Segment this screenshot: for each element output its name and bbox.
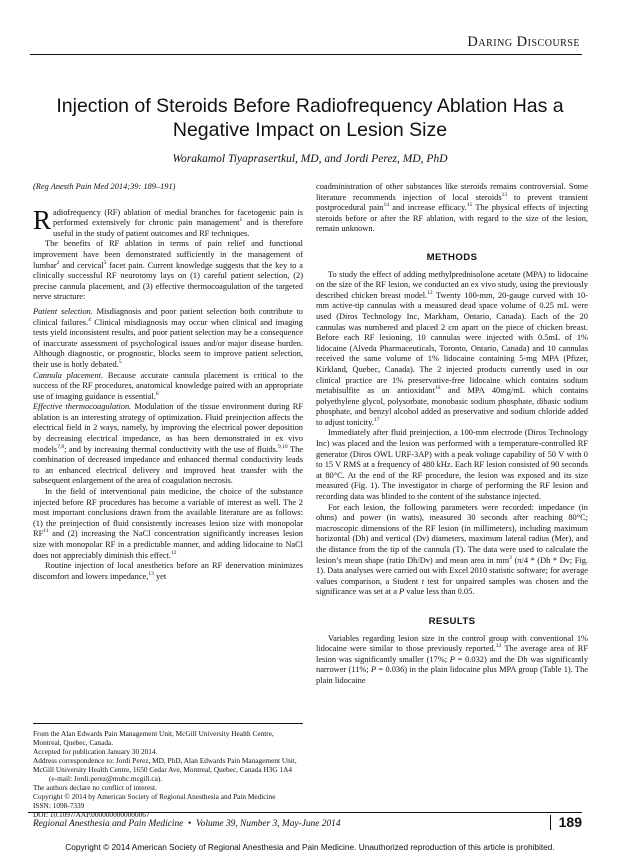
run-in-heading: Effective thermocoagulation. [33, 402, 132, 412]
citation-ref: 17 [373, 417, 380, 424]
italic-symbol: t [421, 576, 425, 586]
citation-ref: 6 [155, 390, 159, 397]
text-run: and cervical [59, 260, 104, 270]
section-label: Daring Discourse [467, 34, 580, 50]
citation-ref: 7,8 [57, 443, 65, 450]
footnote-accepted: Accepted for publication January 30 2014. [33, 747, 158, 756]
text-run: The physical effects of injecting steroids before or after the RF ablation, with regard to the size of the lesion, remain unknown. [316, 203, 588, 234]
right-column [316, 182, 588, 687]
superscript: 2 [509, 554, 512, 561]
journal-footer [33, 819, 341, 829]
italic-symbol: P [371, 665, 377, 675]
continued-paragraph [316, 182, 588, 235]
italic-symbol: P [449, 654, 455, 664]
citation-ref: 12 [427, 289, 433, 296]
text-run: coadministration of other substances like steroids remains controversial. Some literature recommends injection of local steroids [316, 182, 588, 202]
header-rule [30, 54, 582, 55]
text-run: The benefits of RF ablation in terms of pain relief and functional improvement have been demonstrated sufficiently in the management of lumbar [33, 239, 303, 270]
text-run: For each lesion, the following parameters were recorded: impedance (in ohms) and power (in watts), measured 30 seconds after reaching 80°C; macroscopic dimensions of the RF lesion (in millimeters), including maximum horizontal (Dh) and vertical (Dv) diameters, maximum lateral radius (Mer), and the distance from the tip of the cannula (T). The data were used to calculate the lesion’s mean shape (ratio Dh/Dv) and mean area in mm [316, 502, 588, 565]
text-run: The average area of RF lesion was significantly smaller (17%; [316, 644, 588, 664]
citation-ref: 15 [466, 202, 473, 209]
methods-paragraph-3 [316, 503, 588, 598]
footnote-doi: DOI: 10.1097/AAP.0000000000000067 [33, 810, 150, 819]
citation-ref: 12 [495, 643, 502, 650]
author-list: Worakamol Tiyaprasertkul, MD, and Jordi Perez, MD, PhD [172, 153, 448, 165]
citation-ref: 13 [148, 570, 154, 577]
citation-ref: 11 [43, 528, 49, 535]
footnote-copyright: Copyright © 2014 by American Society of Regional Anesthesia and Pain Medicine [33, 792, 276, 801]
patient-selection-paragraph [33, 307, 303, 371]
footnote-address: Address correspondence to: Jordi Perez, MD, PhD, Alan Edwards Pain Management Unit, McGill University Health Centre, 1650 Cedar Ave, Montreal, Quebec, Canada H3G 1A4 [33, 756, 297, 774]
text-run: To study the effect of adding methylprednisolone acetate (MPA) to lidocaine on the size of the RF lesion, we conducted an ex vivo study, using the previously described chicken breast model. [316, 269, 588, 300]
text-run: = 0.036) in the plain lidocaine plus MPA group (Table 1). The plain lidocaine [316, 665, 588, 685]
methods-paragraph-2: Immediately after fluid preinjection, a 100-mm electrode (Diros Technology Inc) was placed and the lesion was performed with a temperature-controlled RF generator (Diros OWL URF-3AP) with a peak voltage capability of 50 V with 0 to 15 V RMS at a frequency of 480 kHz. Each RF lesion consisted of 90 seconds at 80°C. At the end of the RF procedure, the lesion was exposed and its size measured (Fig. 1). The investigator in charge of performing the RF lesion and recording data was blinded to the content of the substance injected. [316, 428, 588, 502]
citation-ref: 16 [434, 385, 441, 392]
interventional-paragraph [33, 487, 303, 561]
citation-ref: 1 [239, 217, 243, 224]
journal-name: Regional Anesthesia and Pain Medicine [33, 819, 184, 829]
title-line-2: Negative Impact on Lesion Size [172, 119, 448, 141]
volume-info: Volume 39, Number 3, May-June 2014 [196, 819, 341, 829]
article-title [40, 94, 580, 142]
footnote-issn: ISSN: 1098-7339 [33, 801, 85, 810]
citation-ref: 3 [103, 259, 107, 266]
footnote-email: (e-mail: Jordi.perez@muhc.mcgill.ca). [49, 774, 163, 783]
text-run: (π/4 * (Dh * Dv; Fig. 1). Data analyses were carried out with Excel 2010 statistic software; for average values comparison, a Student [316, 555, 588, 586]
title-line-1: Injection of Steroids Before Radiofrequency Ablation Has a [56, 95, 564, 117]
text-run: Misdiagnosis and poor patient selection both contribute to clinical failures. [33, 306, 303, 327]
intro-paragraph [33, 204, 303, 240]
citation-ref: 14 [383, 202, 389, 209]
results-paragraph-1 [316, 634, 588, 687]
text-run: to prevent transient postprocedural pain [316, 192, 588, 213]
methods-paragraph-1 [316, 270, 588, 429]
citation-ref: 9,10 [278, 443, 288, 450]
results-heading: RESULTS [428, 615, 476, 627]
text-run: Variables regarding lesion size in the control group with conventional 1% lidocaine were similar to those previously reported. [316, 633, 588, 654]
page-number: 189 [550, 815, 582, 830]
journal-citation: (Reg Anesth Pain Med 2014;39: 189–191) [33, 182, 176, 191]
text-run: Routine injection of local anesthetics before an RF denervation minimizes discomfort and lowers impedance, [33, 561, 303, 581]
text-run: and increase efficacy. [389, 203, 467, 213]
text-run: facet pain. Current knowledge suggests that the key to a clinically successful RF neurotomy lays on (1) careful patient selection, (2) precise cannula placement, and (3) effective thermocoagulation of the targeted nerve structure: [33, 260, 303, 302]
italic-symbol: P [399, 587, 405, 597]
text-run: In the field of interventional pain medicine, the choice of the substance injected before RF procedures has become a variable of interest as well. The 2 most important conclusions drawn from the available literature are as follows: (1) the preinjection of fluid consistently increases lesion size with monopolar RF [33, 487, 303, 539]
run-in-heading: Cannula placement. [33, 370, 104, 380]
text-run: Because accurate cannula placement is critical to the success of the RF procedures, anatomical knowledge paired with an appropriate use of imaging guidance is essential. [33, 370, 303, 401]
separator: • [188, 819, 192, 829]
benefits-paragraph [33, 239, 303, 303]
left-column [33, 182, 303, 582]
text-run: and (2) increasing the NaCl concentration significantly increases lesion size with monopolar RF in a predictable manner, and adding lidocaine to NaCl does not appreciably diminish this effect. [33, 529, 303, 560]
footnotes [33, 723, 303, 819]
text-run: Clinical misdiagnosis may occur when clinical and imaging tests yield inconsistent results, and poor patient selection may be a consequence of inaccurate assessment of psychological issues and/or major disease burden. Although diagnostic, or prognostic, blocks seem to improve patient selection, their use is hotly debated. [33, 317, 303, 369]
text-run: Twenty 100-mm, 20-gauge curved with 10-mm active-tip cannulas with a measured dead space volume of 0.25 mL were used (Diros Technology Inc, Markham, Ontario, Canada). Each of the 20 cannulas was numbered and placed 2 cm apart on the piece of chicken breast. Before each RF lesioning, 10 cannulas were injected with 0.5mL of 1% lidocaine (Alveda Pharmaceuticals, Toronto, Ontario, Canada) and 10 cannulas received the same volume of 1% lidocaine containing 5-mg MPA (Pfizer, Kirkland, Quebec, Canada). The 2 injected products currently used in our clinical practice are 1% preservative-free lidocaine which contains sodium metabisulfite as an antioxidant [316, 290, 589, 396]
text-run: and MPA 40mg/mL which contains polyethylene glycol, polysorbate, monobasic sodium phosphate, dibasic sodium phosphate, and benzyl alcohol added as preservative and sodium chloride added to adjust tonicity. [316, 386, 588, 427]
run-in-heading: Patient selection. [33, 306, 93, 316]
footnote-affiliation: From the Alan Edwards Pain Management Unit, McGill University Health Centre, Montreal, Quebec, Canada. [33, 729, 274, 747]
text-run: and is therefore useful in the study of patient outcomes and RF techniques. [53, 218, 303, 238]
text-run: The combination of decreased impedance and enhanced thermal conductivity leads to an enhanced electrical delivery and improved heat transfer with the subsequent enlargement of the area of coagulation necrosis. [33, 444, 303, 486]
citation-ref: 4 [88, 316, 91, 323]
citation-ref: 2 [56, 259, 60, 266]
citation-ref: 5 [118, 359, 122, 366]
cannula-placement-paragraph [33, 371, 303, 488]
text-run: ; and by increasing thermal conductivity with the use of fluids. [64, 444, 279, 454]
citation-ref: 12 [171, 549, 177, 556]
text-run: test for unpaired samples was chosen and the significance was set at a [316, 576, 588, 597]
footer-rule [28, 812, 582, 813]
text-run: yet [153, 571, 167, 581]
methods-heading: METHODS [426, 251, 478, 263]
drop-cap: R [33, 204, 52, 235]
text-run: = 0.032) and the Dh was significantly narrower (11%; [316, 654, 589, 675]
text-run: adiofrequency (RF) ablation of medial branches for facetogenic pain is performed extensively for chronic pain management [53, 207, 303, 228]
text-run: value less than 0.05. [404, 587, 475, 597]
routine-injection-paragraph [33, 561, 303, 582]
text-run: Modulation of the tissue environment during RF ablation is an interesting strategy of optimization. Fluid preinjection affects the electrical field in 2 ways, namely, by improving the electrical power deposition by decreasing electrical impedance, as has been demonstrated in ex vivo models [33, 402, 304, 454]
footnote-conflict: The authors declare no conflict of interest. [33, 783, 157, 792]
citation-ref: 13 [501, 191, 508, 198]
copyright-notice: Copyright © 2014 American Society of Regional Anesthesia and Pain Medicine. Unauthorized reproduction of this article is prohibited. [65, 842, 555, 852]
